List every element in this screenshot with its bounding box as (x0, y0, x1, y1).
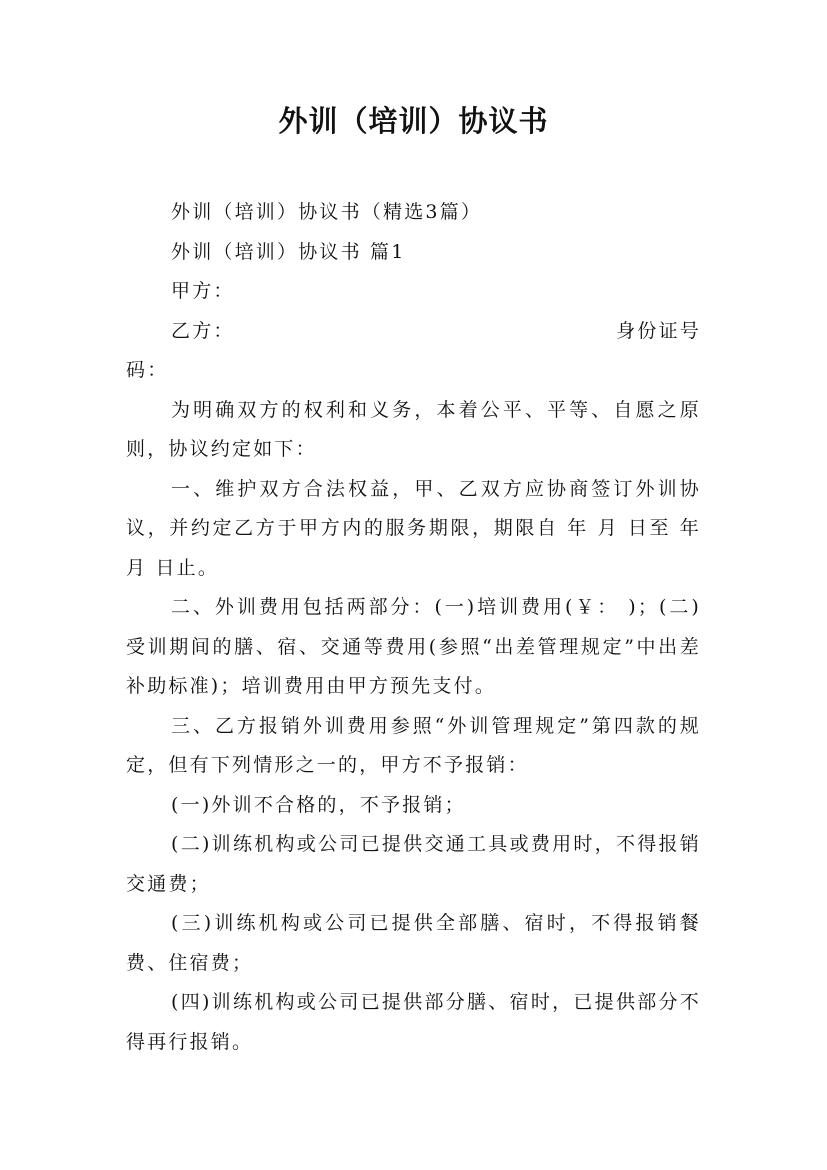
document-title: 外训（培训）协议书 (278, 104, 549, 138)
paragraph-purpose: 为明确双方的权利和义务，本着公平、平等、自愿之原则，协议约定如下： (126, 398, 701, 460)
paragraph-party-a: 甲方： (171, 280, 235, 302)
paragraph-collection-title: 外训（培训）协议书（精选3篇） (171, 201, 483, 223)
id-number-label-tail: 码： (126, 359, 169, 381)
document-body (126, 193, 701, 1062)
paragraph-item-2: (二)训练机构或公司已提供交通工具或费用时，不得报销交通费； (126, 833, 701, 895)
paragraph-item-4: (四)训练机构或公司已提供部分膳、宿时，已提供部分不得再行报销。 (126, 991, 701, 1053)
paragraph-item-1: (一)外训不合格的，不予报销； (171, 793, 466, 816)
party-b-line (126, 312, 701, 352)
paragraph-clause-3: 三、乙方报销外训费用参照“外训管理规定”第四款的规定，但有下列情形之一的，甲方不予报销： (126, 714, 701, 776)
id-number-label: 身份证号 (616, 319, 701, 342)
paragraph-section-title: 外训（培训）协议书 篇1 (171, 240, 406, 263)
paragraph-clause-1: 一、维护双方合法权益，甲、乙双方应协商签订外训协议，并约定乙方于甲方内的服务期限，期限自 年 月 日至 年 月 日止。 (126, 477, 701, 579)
paragraph-item-3: (三)训练机构或公司已提供全部膳、宿时，不得报销餐费、住宿费； (126, 912, 701, 974)
paragraph-clause-2: 二、外训费用包括两部分：(一)培训费用(￥： )；(二)受训期间的膳、宿、交通等费用(参照“出差管理规定”中出差补助标准)；培训费用由甲方预先支付。 (126, 596, 701, 697)
party-b-label: 乙方： (171, 319, 235, 342)
